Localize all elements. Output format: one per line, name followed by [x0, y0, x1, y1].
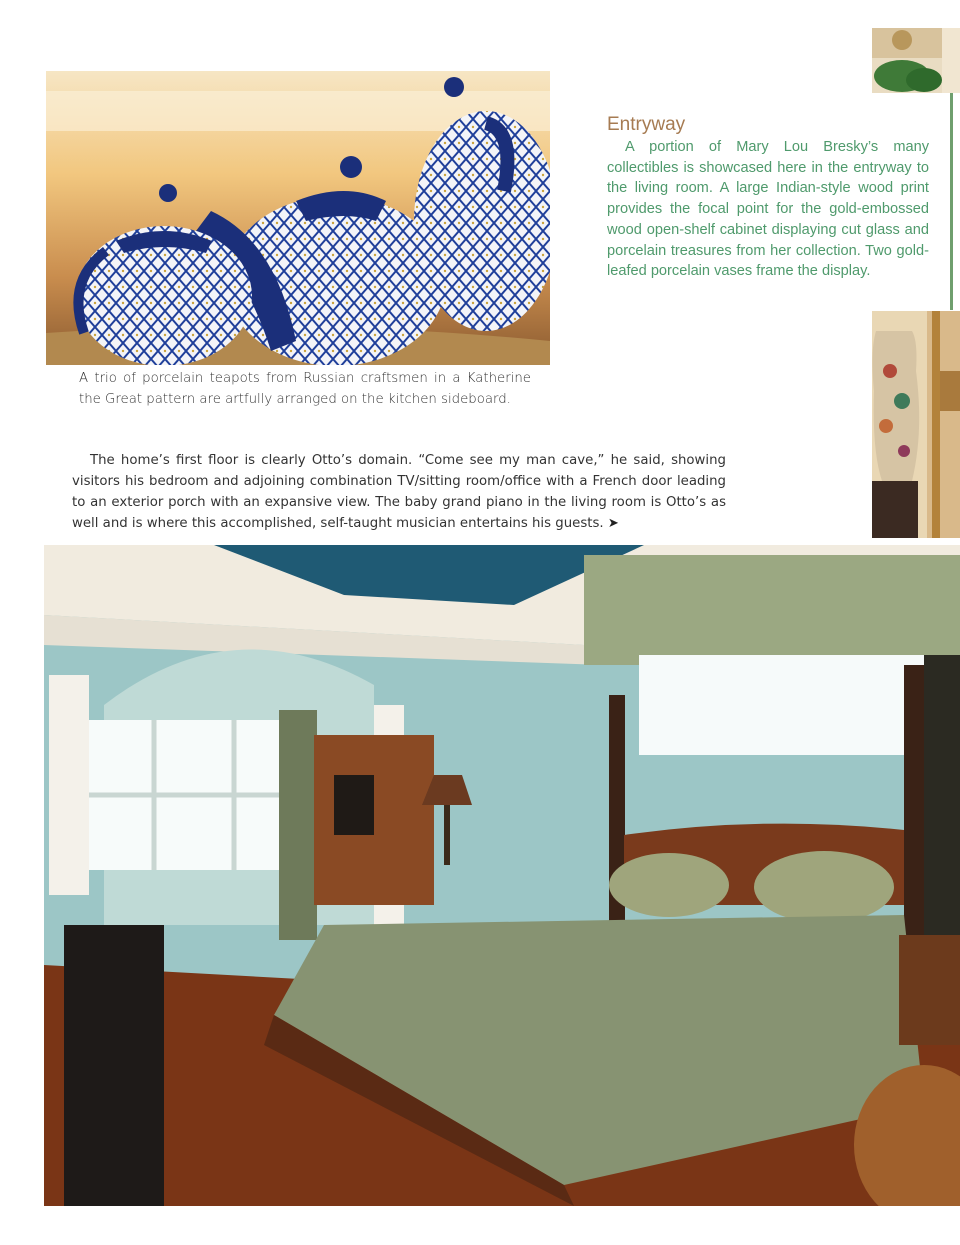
article-paragraph-text: The home’s first floor is clearly Otto’s domain. “Come see my man cave,” he said, showing visitors his bedroom and adjoining combination TV/sitting room/office with a French door leading to an exterior porch with an expansive view. The baby grand piano in the living room is Otto’s as well and is where this accomplished, self-taught musician entertains his guests. — [72, 453, 726, 531]
bedroom-photo — [44, 545, 960, 1206]
sidebar-text: A portion of Mary Lou Bresky’s many collectibles is showcased here in the entryway to the living room. A large Indian-style wood print provides the focal point for the gold-embossed wood open-shelf cabinet displaying cut glass and porcelain treasures from her collection. Two gold-leafed porcelain vases frame the display. — [607, 139, 929, 280]
vase-photo — [872, 311, 960, 538]
corner-photo-top — [872, 28, 960, 93]
sidebar-title: Entryway — [607, 114, 686, 135]
article-paragraph — [72, 450, 726, 534]
continue-arrow-icon: ➤ — [607, 516, 619, 531]
teapots-caption: A trio of porcelain teapots from Russian craftsmen in a Katherine the Great pattern are artfully arranged on the kitchen sideboard. — [79, 371, 531, 407]
teapots-photo — [46, 71, 550, 365]
